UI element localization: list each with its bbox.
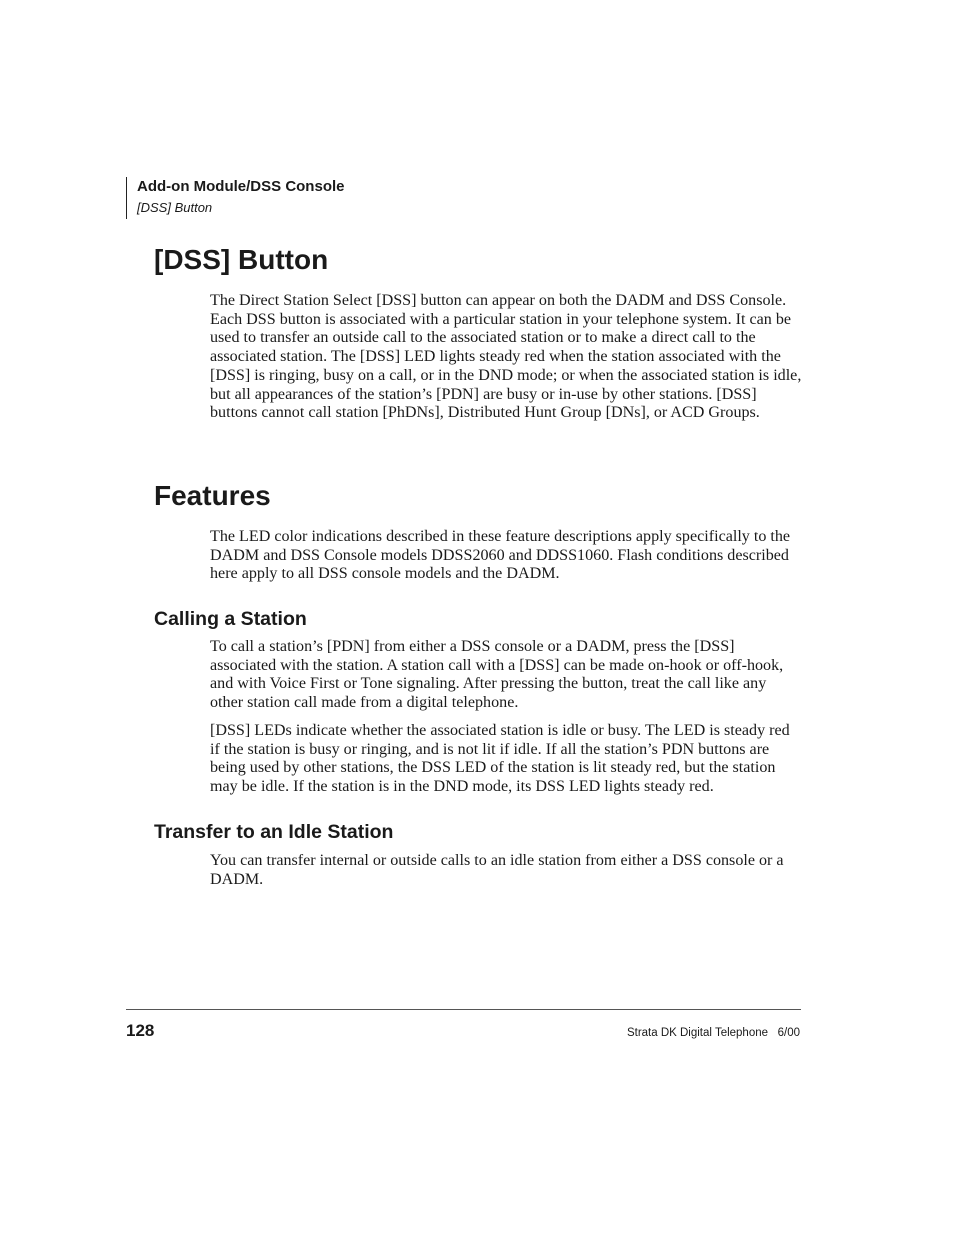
features-heading: Features [154, 480, 271, 511]
footer-divider [126, 1009, 801, 1010]
calling-a-station-paragraph-2: [DSS] LEDs indicate whether the associated station is idle or busy. The LED is steady red if the station is busy or ringing, and is not lit if idle. If all the station’s PDN buttons are being used by other stations, the DSS LED of the station is lit steady red, but the station may be idle. If the station is in the DND mode, its DSS LED lights steady red. [210, 722, 790, 796]
running-header [126, 177, 345, 219]
footer-publication: Strata DK Digital Telephone 6/00 [626, 1027, 800, 1039]
dss-button-paragraph: The Direct Station Select [DSS] button can appear on both the DADM and DSS Console. Each DSS button is associated with a particular station in your telephone system. It can be used to transfer an outside call to the associated station or to make a direct call to the associated station. The [DSS] LED lights steady red when the station associated with the [DSS] is ringing, busy on a call, or in the DND mode; or when the associated station is idle, but all appearances of the station’s [PDN] are busy or in-use by other stations. [DSS] buttons cannot call station [PhDNs], Distributed Hunt Group [DNs], or ACD Groups. [210, 292, 802, 422]
calling-a-station-heading: Calling a Station [154, 608, 307, 630]
page-number: 128 [126, 1021, 155, 1040]
dss-button-heading: [DSS] Button [154, 244, 329, 275]
transfer-idle-station-paragraph: You can transfer internal or outside calls to an idle station from either a DSS console or a DADM. [210, 852, 784, 888]
features-paragraph: The LED color indications described in these feature descriptions apply specifically to the DADM and DSS Console models DDSS2060 and DDSS1060. Flash conditions described here apply to all DSS console models and the DADM. [210, 528, 791, 583]
transfer-idle-station-heading: Transfer to an Idle Station [154, 821, 394, 843]
calling-a-station-paragraph-1: To call a station’s [PDN] from either a DSS console or a DADM, press the [DSS] associated with the station. A station call with a [DSS] can be made on-hook or off-hook, and with Voice First or Tone signaling. After pressing the button, treat the call like any other station call made from a digital telephone. [210, 638, 784, 712]
running-header-section: Add-on Module/DSS Console [137, 178, 345, 195]
running-header-topic: [DSS] Button [137, 200, 213, 215]
